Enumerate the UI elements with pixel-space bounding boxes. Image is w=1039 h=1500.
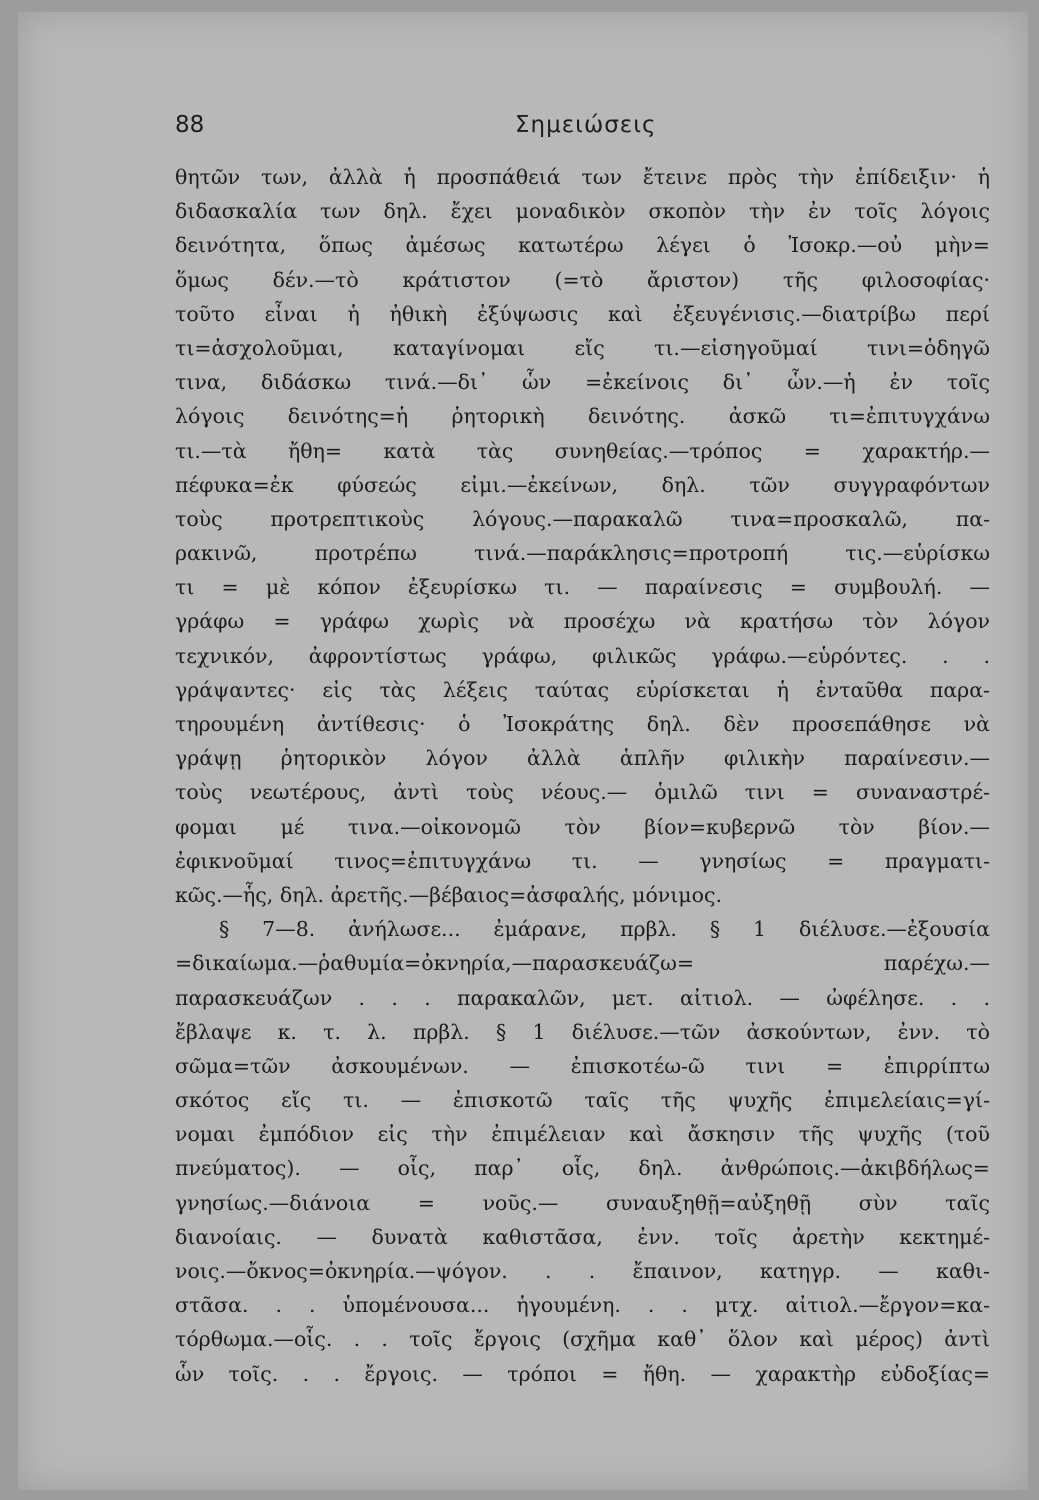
text-line: γράφω = γράφω χωρὶς νὰ προσέχω νὰ κρατήσω τὸν λόγον <box>175 609 990 634</box>
text-line: τηρουμένη ἀντίθεσις· ὁ Ἰσοκράτης δηλ. δὲν προσεπάθησε νὰ <box>175 712 990 736</box>
text-line: ὧν τοῖς. . . ἔργοις. — τρόποι = ἤθη. — χαρακτὴρ εὐδοξίας= <box>175 1361 990 1386</box>
text-line: τινα, διδάσκω τινά.—δι᾽ ὧν =ἐκείνοις δι᾽ ὧν.—ἡ ἐν τοῖς <box>175 370 990 395</box>
text-line: νοις.—ὄκνος=ὀκνηρία.—ψόγον. . . ἔπαινον, κατηγρ. — καθι- <box>175 1259 990 1283</box>
text-line: τοὺς προτρεπτικοὺς λόγους.—παρακαλῶ τινα=προσκαλῶ, πα- <box>175 506 990 531</box>
text-line: φομαι μέ τινα.—οἰκονομῶ τὸν βίον=κυβερνῶ τὸν βίον.— <box>175 814 990 839</box>
text-line: ἔβλαψε κ. τ. λ. πρβλ. § 1 διέλυσε.—τῶν ἀσκούντων, ἐνν. τὸ <box>175 1019 990 1044</box>
text-line: =δικαίωμα.—ῥαθυμία=ὀκνηρία,—παρασκευάζω= παρέχω.— <box>175 951 990 976</box>
text-line: κῶς.—ἧς, δηλ. ἀρετῆς.—βέβαιος=ἀσφαλής, μόνιμος. <box>175 882 722 907</box>
paragraph-start-line: § 7—8. ἀνήλωσε... ἐμάρανε, πρβλ. § 1 διέλυσε.—ἐξουσία <box>219 917 990 942</box>
text-line: ὅμως δέν.—τὸ κράτιστον (=τὸ ἄριστον) τῆς φιλοσοφίας· <box>175 267 990 292</box>
text-line: σκότος εἴς τι. — ἐπισκοτῶ ταῖς τῆς ψυχῆς ἐπιμελείαις=γί- <box>175 1088 990 1113</box>
page-number: 88 <box>175 112 205 138</box>
text-line: διδασκαλία των δηλ. ἔχει μοναδικὸν σκοπὸν τὴν ἐν τοῖς λόγοις <box>175 199 990 224</box>
text-line: πέφυκα=ἐκ φύσεώς εἰμι.—ἐκείνων, δηλ. τῶν συγγραφόντων <box>175 472 990 497</box>
text-line: δεινότητα, ὅπως ἀμέσως κατωτέρω λέγει ὁ Ἰσοκρ.—οὐ μὴν= <box>175 233 990 258</box>
text-line: πνεύματος). — οἷς, παρ᾽ οἷς, δηλ. ἀνθρώποις.—ἀκιβδήλως= <box>175 1156 990 1181</box>
text-line: σῶμα=τῶν ἀσκουμένων. — ἐπισκοτέω-ῶ τινι = ἐπιρρίπτω <box>175 1053 990 1078</box>
text-line: γνησίως.—διάνοια = νοῦς.— συναυξηθῇ=αὐξηθῇ σὺν ταῖς <box>175 1190 990 1215</box>
text-line: τοῦτο εἶναι ἡ ἠθικὴ ἐξύψωσις καὶ ἐξευγένισις.—διατρίβω περί <box>175 301 990 326</box>
text-line: παρασκευάζων . . . παρακαλῶν, μετ. αἰτιολ. — ὠφέλησε. . . <box>175 985 990 1010</box>
text-line: λόγοις δεινότης=ἡ ῥητορικὴ δεινότης. ἀσκῶ τι=ἐπιτυγχάνω <box>175 404 990 429</box>
text-line: νομαι ἐμπόδιον εἰς τὴν ἐπιμέλειαν καὶ ἄσκησιν τῆς ψυχῆς (τοῦ <box>175 1122 990 1147</box>
notes-body <box>175 160 990 1391</box>
text-line: τόρθωμα.—οἷς. . . τοῖς ἔργοις (σχῆμα καθ᾽ ὅλον καὶ μέρος) ἀντὶ <box>175 1327 990 1352</box>
text-line: τοὺς νεωτέρους, ἀντὶ τοὺς νέους.— ὁμιλῶ τινι = συναναστρέ- <box>175 780 990 805</box>
text-line: ἐφικνοῦμαί τινος=ἐπιτυγχάνω τι. — γνησίως = πραγματι- <box>175 848 990 873</box>
text-line: τεχνικόν, ἀφροντίστως γράφω, φιλικῶς γράφω.—εὑρόντες. . . <box>175 643 990 668</box>
text-line: στᾶσα. . . ὑπομένουσα... ἡγουμένη. . . μτχ. αἰτιολ.—ἔργον=κα- <box>175 1293 990 1318</box>
text-line: θητῶν των, ἀλλὰ ἡ προσπάθειά των ἔτεινε πρὸς τὴν ἐπίδειξιν· ἡ <box>175 165 990 189</box>
page-header <box>0 112 1039 152</box>
text-line: γράψῃ ῥητορικὸν λόγον ἀλλὰ ἁπλῆν φιλικὴν παραίνεσιν.— <box>175 746 990 771</box>
text-line: τι.—τὰ ἤθη= κατὰ τὰς συνηθείας.—τρόπος = χαρακτήρ.— <box>175 438 990 463</box>
running-title: Σημειώσεις <box>515 112 657 138</box>
text-line: ρακινῶ, προτρέπω τινά.—παράκλησις=προτροπή τις.—εὑρίσκω <box>175 541 990 566</box>
text-line: διανοίαις. — δυνατὰ καθιστᾶσα, ἐνν. τοῖς ἀρετὴν κεκτημέ- <box>175 1224 990 1249</box>
text-line: τι = μὲ κόπον ἐξευρίσκω τι. — παραίνεσις = συμβουλή. — <box>175 575 990 600</box>
text-line: τι=ἀσχολοῦμαι, καταγίνομαι εἴς τι.—εἰσηγοῦμαί τινι=ὁδηγῶ <box>175 335 990 360</box>
text-line: γράψαντες· εἰς τὰς λέξεις ταύτας εὑρίσκεται ἡ ἐνταῦθα παρα- <box>175 677 990 702</box>
